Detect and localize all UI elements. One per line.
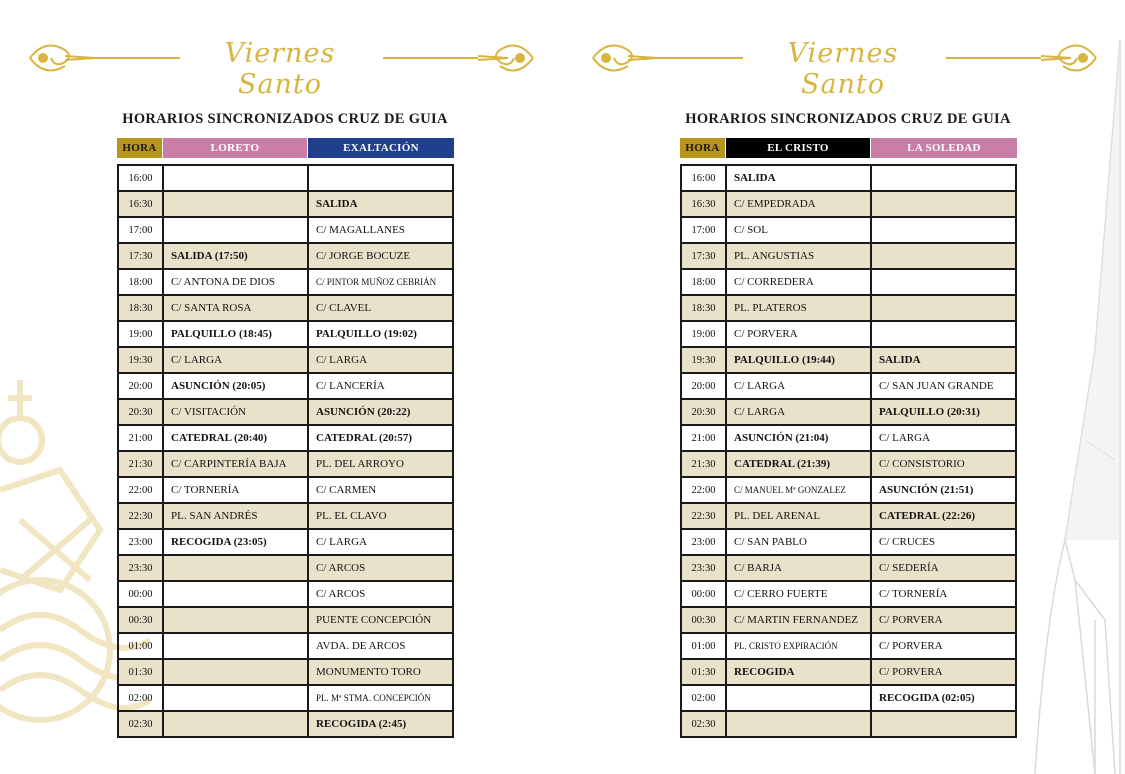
- header-title: Viernes Santo: [787, 38, 899, 100]
- schedule-subtitle: HORARIOS SINCRONIZADOS CRUZ DE GUIA: [685, 111, 1011, 127]
- left-ornament-icon: [588, 28, 768, 84]
- cell-col-a: C/ VISITACIÓN: [164, 400, 309, 424]
- cell-col-b: [309, 166, 452, 190]
- cell-col-a: C/ ANTONA DE DIOS: [164, 270, 309, 294]
- cell-col-a: [164, 686, 309, 710]
- cell-col-b: C/ PORVERA: [879, 640, 943, 652]
- cell-col-b: SALIDA: [316, 198, 358, 210]
- table-row: [119, 270, 452, 296]
- cell-col-b: C/ CRUCES: [879, 536, 935, 548]
- cell-col-b: [872, 192, 1015, 216]
- cell-col-b: C/ LARGA: [879, 432, 931, 444]
- cell-col-b: CATEDRAL (22:26): [879, 510, 976, 522]
- cell-col-a: ASUNCIÓN (21:04): [727, 426, 872, 450]
- left-ornament-icon: [25, 28, 205, 84]
- cell-col-a: C/ MARTIN FERNANDEZ: [727, 608, 872, 632]
- table-row: [119, 426, 452, 452]
- table-row: [682, 452, 1015, 478]
- cell-col-b: PL. Mª STMA. CONCEPCIÓN: [316, 693, 431, 703]
- cell-hora: 02:00: [119, 686, 164, 710]
- cell-col-b: PL. DEL ARROYO: [316, 458, 404, 470]
- table-row: [682, 660, 1015, 686]
- table-row: [119, 504, 452, 530]
- cell-col-b: CATEDRAL (20:57): [316, 432, 413, 444]
- cell-hora: 23:00: [119, 530, 164, 554]
- col-header-hora: HORA: [680, 138, 725, 158]
- cell-col-b: [872, 166, 1015, 190]
- cell-hora: 22:00: [682, 478, 727, 502]
- cell-col-a: PL. CRISTO EXPIRACIÓN: [727, 634, 872, 658]
- table-row: [119, 660, 452, 686]
- table-row: [682, 192, 1015, 218]
- cell-col-a: [164, 712, 309, 736]
- cell-hora: 19:30: [119, 348, 164, 372]
- table-row: [119, 348, 452, 374]
- cell-col-b: C/ ARCOS: [316, 588, 366, 600]
- col-header-hora: HORA: [117, 138, 162, 158]
- cell-col-a: [164, 166, 309, 190]
- col-header-loreto: LORETO: [163, 138, 307, 158]
- table-row: [682, 686, 1015, 712]
- table-body: [680, 164, 1017, 738]
- table-row: [682, 322, 1015, 348]
- cell-col-a: [164, 608, 309, 632]
- cell-hora: 21:00: [682, 426, 727, 450]
- table-row: [682, 478, 1015, 504]
- right-page: [563, 0, 1125, 774]
- cell-col-a: C/ SOL: [727, 218, 872, 242]
- cell-hora: 17:30: [682, 244, 727, 268]
- cell-hora: 21:30: [119, 452, 164, 476]
- cell-col-a: [164, 192, 309, 216]
- table-row: [682, 608, 1015, 634]
- cell-col-b: [872, 218, 1015, 242]
- table-row: [682, 504, 1015, 530]
- table-row: [682, 218, 1015, 244]
- cell-hora: 02:30: [119, 712, 164, 736]
- cell-hora: 01:00: [119, 634, 164, 658]
- cell-col-a: SALIDA: [727, 166, 872, 190]
- cell-col-a: C/ MANUEL Mª GONZALEZ: [727, 478, 872, 502]
- cell-hora: 00:00: [119, 582, 164, 606]
- cell-hora: 01:30: [682, 660, 727, 684]
- cell-hora: 21:30: [682, 452, 727, 476]
- cell-col-a: RECOGIDA (23:05): [164, 530, 309, 554]
- cell-col-b: PALQUILLO (20:31): [879, 406, 980, 418]
- cell-hora: 20:30: [119, 400, 164, 424]
- cell-hora: 16:30: [682, 192, 727, 216]
- right-ornament-icon: [941, 28, 1121, 84]
- page-header: [0, 28, 562, 100]
- table-row: [682, 244, 1015, 270]
- table-row: [119, 530, 452, 556]
- cell-hora: 23:30: [682, 556, 727, 580]
- cell-hora: 16:00: [119, 166, 164, 190]
- cell-col-a: C/ CERRO FUERTE: [727, 582, 872, 606]
- table-row: [682, 530, 1015, 556]
- cell-col-a: [164, 218, 309, 242]
- page-header: [563, 28, 1125, 100]
- cell-col-b: RECOGIDA (02:05): [879, 692, 975, 704]
- cell-col-b: C/ TORNERÍA: [879, 588, 948, 600]
- cell-col-a: C/ BARJA: [727, 556, 872, 580]
- cell-col-a: C/ EMPEDRADA: [727, 192, 872, 216]
- cell-col-b: PUENTE CONCEPCIÓN: [316, 614, 432, 626]
- cell-col-b: PALQUILLO (19:02): [316, 328, 417, 340]
- cell-col-a: C/ CARPINTERÍA BAJA: [164, 452, 309, 476]
- cell-hora: 01:00: [682, 634, 727, 658]
- cell-col-a: PALQUILLO (18:45): [164, 322, 309, 346]
- table-row: [119, 686, 452, 712]
- cell-hora: 18:00: [119, 270, 164, 294]
- table-row: [682, 166, 1015, 192]
- cell-col-a: C/ TORNERÍA: [164, 478, 309, 502]
- cell-col-a: PALQUILLO (19:44): [727, 348, 872, 372]
- table-row: [682, 374, 1015, 400]
- cell-hora: 00:30: [119, 608, 164, 632]
- schedule-table: [680, 138, 1017, 738]
- cell-col-a: [164, 634, 309, 658]
- cell-hora: 20:00: [682, 374, 727, 398]
- cell-col-b: RECOGIDA (2:45): [316, 718, 407, 730]
- col-header-exaltacion: EXALTACIÓN: [308, 138, 454, 158]
- table-row: [119, 244, 452, 270]
- col-header-la-soledad: LA SOLEDAD: [871, 138, 1017, 158]
- cell-hora: 21:00: [119, 426, 164, 450]
- table-row: [682, 634, 1015, 660]
- col-header-el-cristo: EL CRISTO: [726, 138, 870, 158]
- cell-hora: 23:00: [682, 530, 727, 554]
- cell-col-b: C/ PORVERA: [879, 666, 943, 678]
- schedule-subtitle: HORARIOS SINCRONIZADOS CRUZ DE GUIA: [122, 111, 448, 127]
- cell-col-b: C/ CONSISTORIO: [879, 458, 965, 470]
- cell-col-a: PL. SAN ANDRÉS: [164, 504, 309, 528]
- table-row: [119, 608, 452, 634]
- cell-hora: 16:00: [682, 166, 727, 190]
- table-row: [119, 322, 452, 348]
- table-body: [117, 164, 454, 738]
- cell-hora: 19:00: [119, 322, 164, 346]
- cell-hora: 18:00: [682, 270, 727, 294]
- table-row: [119, 712, 452, 736]
- table-row: [119, 218, 452, 244]
- cell-col-b: C/ JORGE BOCUZE: [316, 250, 411, 262]
- cell-hora: 17:30: [119, 244, 164, 268]
- cell-col-a: ASUNCIÓN (20:05): [164, 374, 309, 398]
- cell-col-a: [164, 556, 309, 580]
- cell-col-a: [164, 582, 309, 606]
- cell-hora: 00:00: [682, 582, 727, 606]
- cell-hora: 17:00: [682, 218, 727, 242]
- cell-col-b: AVDA. DE ARCOS: [316, 640, 406, 652]
- cell-hora: 00:30: [682, 608, 727, 632]
- table-row: [682, 400, 1015, 426]
- table-row: [119, 192, 452, 218]
- table-header: [680, 138, 1017, 158]
- table-row: [119, 634, 452, 660]
- cell-hora: 19:30: [682, 348, 727, 372]
- table-row: [682, 712, 1015, 736]
- cell-col-b: C/ PINTOR MUÑOZ CEBRIÁN: [316, 277, 437, 287]
- cell-col-b: C/ LANCERÍA: [316, 380, 385, 392]
- cell-col-b: ASUNCIÓN (20:22): [316, 406, 411, 418]
- cell-col-a: C/ CORREDERA: [727, 270, 872, 294]
- cell-col-a: CATEDRAL (20:40): [164, 426, 309, 450]
- table-row: [119, 556, 452, 582]
- cell-col-b: C/ LARGA: [316, 354, 368, 366]
- table-row: [119, 374, 452, 400]
- cell-col-a: SALIDA (17:50): [164, 244, 309, 268]
- cell-col-a: PL. PLATEROS: [727, 296, 872, 320]
- cell-hora: 02:30: [682, 712, 727, 736]
- table-row: [682, 556, 1015, 582]
- table-row: [682, 582, 1015, 608]
- cell-hora: 18:30: [119, 296, 164, 320]
- table-header: [117, 138, 454, 158]
- cell-hora: 18:30: [682, 296, 727, 320]
- cell-col-b: C/ LARGA: [316, 536, 368, 548]
- cell-hora: 20:00: [119, 374, 164, 398]
- cell-hora: 16:30: [119, 192, 164, 216]
- cell-col-b: [872, 712, 1015, 736]
- table-row: [119, 452, 452, 478]
- cell-col-a: [164, 660, 309, 684]
- cell-hora: 22:30: [119, 504, 164, 528]
- cell-col-a: C/ LARGA: [727, 400, 872, 424]
- cell-col-b: ASUNCIÓN (21:51): [879, 484, 974, 496]
- cell-hora: 23:30: [119, 556, 164, 580]
- cell-col-b: PL. EL CLAVO: [316, 510, 387, 522]
- table-row: [682, 426, 1015, 452]
- cell-col-a: C/ PORVERA: [727, 322, 872, 346]
- cell-hora: 22:00: [119, 478, 164, 502]
- cell-col-b: MONUMENTO TORO: [316, 666, 421, 678]
- cell-col-b: SALIDA: [879, 354, 921, 366]
- cell-col-b: C/ ARCOS: [316, 562, 366, 574]
- table-row: [119, 296, 452, 322]
- table-row: [119, 582, 452, 608]
- cell-col-b: C/ MAGALLANES: [316, 224, 405, 236]
- cell-hora: 01:30: [119, 660, 164, 684]
- cell-col-b: [872, 244, 1015, 268]
- table-row: [119, 400, 452, 426]
- cell-col-b: C/ CLAVEL: [316, 302, 372, 314]
- cell-hora: 20:30: [682, 400, 727, 424]
- cell-col-a: C/ LARGA: [727, 374, 872, 398]
- cell-col-a: [727, 712, 872, 736]
- cell-col-b: [872, 270, 1015, 294]
- header-title: Viernes Santo: [224, 38, 336, 100]
- table-row: [682, 348, 1015, 374]
- cell-col-a: C/ SANTA ROSA: [164, 296, 309, 320]
- cell-hora: 22:30: [682, 504, 727, 528]
- cell-hora: 17:00: [119, 218, 164, 242]
- cell-col-a: PL. DEL ARENAL: [727, 504, 872, 528]
- right-ornament-icon: [378, 28, 558, 84]
- cell-col-b: [872, 296, 1015, 320]
- left-page: [0, 0, 562, 774]
- cell-col-a: C/ LARGA: [164, 348, 309, 372]
- cell-col-b: C/ SEDERÍA: [879, 562, 939, 574]
- cell-col-a: C/ SAN PABLO: [727, 530, 872, 554]
- cell-col-b: [872, 322, 1015, 346]
- table-row: [119, 166, 452, 192]
- cell-col-a: [727, 686, 872, 710]
- table-row: [682, 296, 1015, 322]
- cell-col-a: PL. ANGUSTIAS: [727, 244, 872, 268]
- table-row: [682, 270, 1015, 296]
- cell-col-b: C/ PORVERA: [879, 614, 943, 626]
- cell-col-a: RECOGIDA: [727, 660, 872, 684]
- table-row: [119, 478, 452, 504]
- cell-col-b: C/ SAN JUAN GRANDE: [879, 380, 994, 392]
- cell-col-b: C/ CARMEN: [316, 484, 377, 496]
- cell-hora: 19:00: [682, 322, 727, 346]
- cell-col-a: CATEDRAL (21:39): [727, 452, 872, 476]
- cell-hora: 02:00: [682, 686, 727, 710]
- schedule-table: [117, 138, 454, 738]
